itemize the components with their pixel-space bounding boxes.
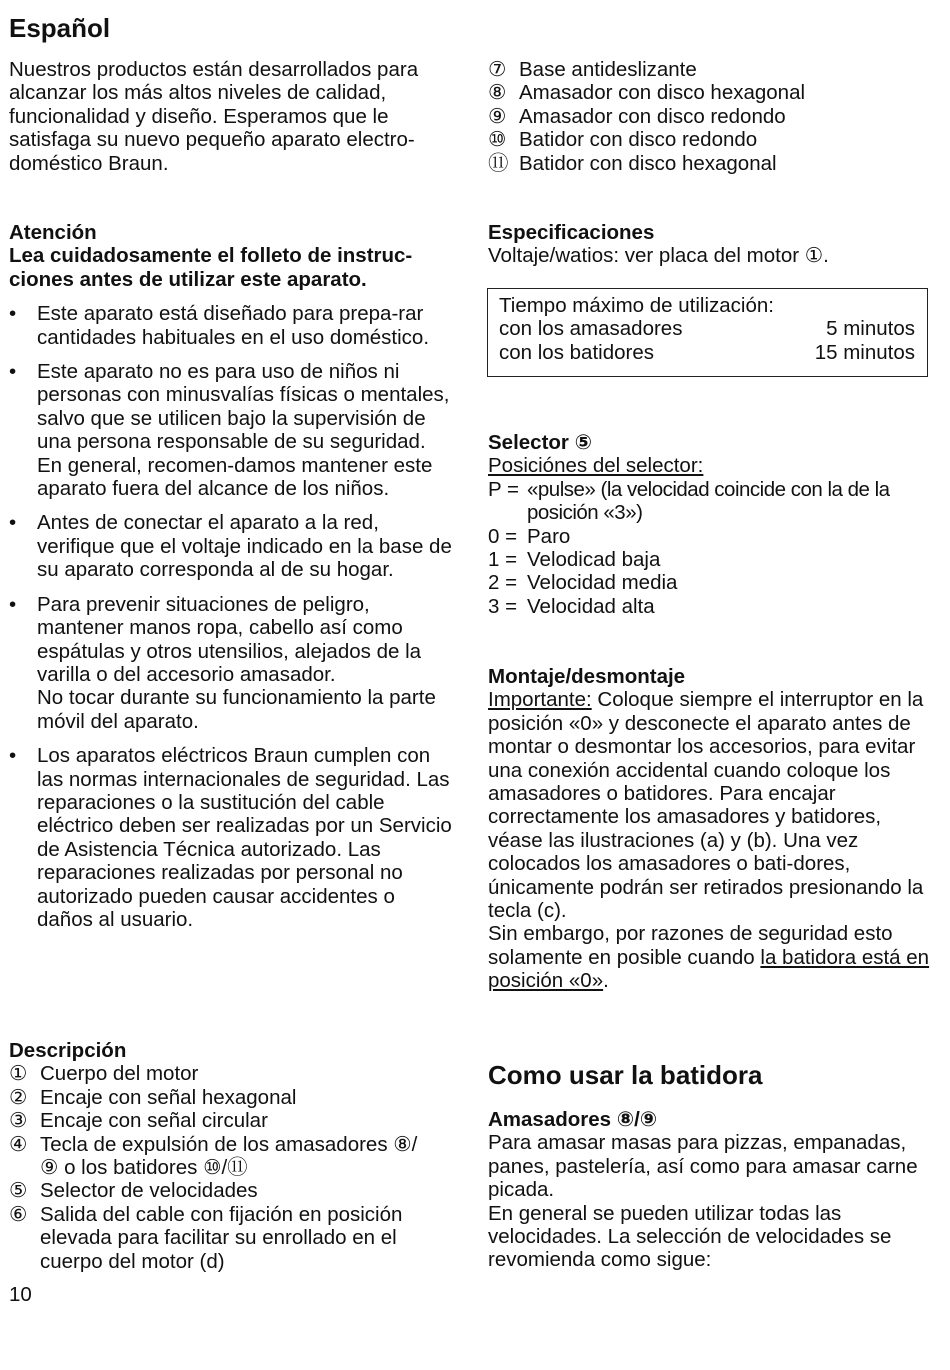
- description-item: ③ Encaje con señal circular: [9, 1109, 268, 1133]
- attention-bullet: • Este aparato está diseñado para prepa-rar cantidades habituales en el uso doméstico.: [9, 302, 454, 349]
- assembly-heading: Montaje/desmontaje: [488, 665, 686, 688]
- box-row: con los batidores 15 minutos: [499, 340, 915, 364]
- usage-time-box: [487, 288, 928, 377]
- description-item: ⑤ Selector de velocidades: [9, 1179, 258, 1203]
- selector-position: 2 = Velocidad media: [488, 571, 678, 595]
- assembly-section: [488, 665, 930, 993]
- description-item: ⑨ Amasador con disco redondo: [488, 104, 786, 128]
- intro-paragraph: Nuestros productos están desarrollados para alcanzar los más altos niveles de calidad, funcionalidad y diseño. Esperamos que le satisfaga su nuevo pequeño aparato electro-doméstico Braun.: [9, 58, 419, 175]
- selector-position: 0 = Paro: [488, 524, 571, 548]
- description-item: ⑪ Batidor con disco hexagonal: [488, 151, 777, 175]
- usage-subheading: Amasadores ⑧/⑨: [488, 1108, 658, 1131]
- usage-heading: Como usar la batidora: [488, 1060, 763, 1090]
- box-title: Tiempo máximo de utilización:: [499, 293, 774, 317]
- description-item: ② Encaje con señal hexagonal: [9, 1085, 297, 1109]
- attention-section: [9, 221, 454, 942]
- selector-position: 1 = Velodicad baja: [488, 548, 661, 572]
- assembly-text-2: Sin embargo, por razones de seguridad esto solamente en posible cuando la batidora está en posición «0».: [488, 922, 930, 993]
- page-number: 10: [9, 1283, 32, 1306]
- specs-text: Voltaje/watios: ver placa del motor ①.: [488, 244, 829, 268]
- description-item: ⑩ Batidor con disco redondo: [488, 128, 758, 152]
- selector-position: 3 = Velocidad alta: [488, 594, 655, 618]
- description-continued: [488, 58, 933, 175]
- attention-bullet: • Para prevenir situaciones de peligro, mantener manos ropa, cabello así como espátulas y otros utensilios, alejados de la varilla o del accesorio amasador. No tocar durante su funcionamiento la parte móvil del aparato.: [9, 593, 454, 733]
- attention-bullet: • Antes de conectar el aparato a la red, verifique que el voltaje indicado en la base de su aparato corresponda al de su hogar.: [9, 511, 454, 581]
- selector-subheading: Posiciónes del selector:: [488, 454, 704, 478]
- description-heading: Descripción: [9, 1039, 127, 1062]
- usage-section: [488, 1060, 933, 1272]
- box-row: con los amasadores 5 minutos: [499, 317, 915, 341]
- description-item: ① Cuerpo del motor: [9, 1062, 199, 1086]
- attention-heading: Atención: [9, 221, 97, 244]
- attention-bullet: • Los aparatos eléctricos Braun cumplen con las normas internacionales de seguridad. Las reparaciones o la sustitución del cable eléctrico deben ser realizadas por un Servicio de Asistencia Técnica autorizado. Las reparaciones realizadas por personal no autorizado pueden causar accidentes o daños al usuario.: [9, 744, 454, 931]
- page-title: Español: [9, 13, 111, 43]
- usage-paragraph: En general se pueden utilizar todas las velocidades. La selección de velocidades se revomienda como sigue:: [488, 1201, 892, 1272]
- specs-heading: Especificaciones: [488, 221, 655, 244]
- attention-subheading: Lea cuidadosamente el folleto de instruc-ciones antes de utilizar este aparato.: [9, 244, 413, 291]
- description-item: ⑧ Amasador con disco hexagonal: [488, 81, 806, 105]
- selector-position: P = «pulse» (la velocidad coincide con la de la posición «3»): [488, 477, 890, 525]
- description-item: ⑦ Base antideslizante: [488, 58, 697, 81]
- specs-section: [488, 221, 933, 377]
- attention-list: [9, 302, 454, 931]
- description-section: [9, 1039, 454, 1273]
- selector-section: [488, 431, 933, 618]
- usage-paragraph: Para amasar masas para pizzas, empanadas, panes, pastelería, así como para amasar carne picada.: [488, 1131, 918, 1202]
- description-item: ④ Tecla de expulsión de los amasadores ⑧/⑨ o los batidores ⑩/⑪: [9, 1132, 418, 1180]
- assembly-text: Importante: Coloque siempre el interruptor en la posición «0» y desconecte el aparato antes de montar o desmontar los accesorios, para evitar una conexión accidental cuando coloque los amasadores o batidores. Para encajar correctamente los amasadores y batidores, véase las ilustraciones (a) y (b). Una vez colocados los amasadores o bati-dores, únicamente podrán ser retirados presionando la tecla (c).: [488, 688, 924, 923]
- selector-heading: Selector ⑤: [488, 431, 592, 454]
- attention-bullet: • Este aparato no es para uso de niños ni personas con minusvalías físicas o mentales, salvo que se utilicen bajo la supervisión de una persona responsable de su seguridad. En general, recomen-damos mantener este aparato fuera del alcance de los niños.: [9, 360, 454, 500]
- description-item: ⑥ Salida del cable con fijación en posición elevada para facilitar su enrollado en el cuerpo del motor (d): [9, 1202, 403, 1273]
